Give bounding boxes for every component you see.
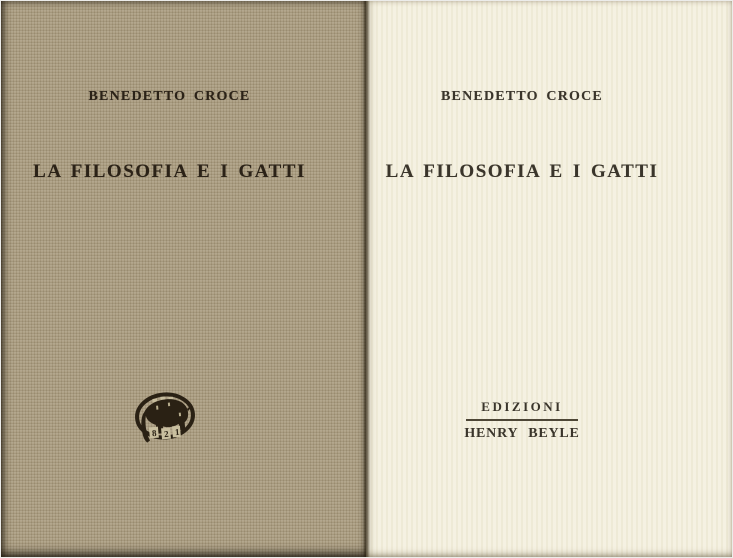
logo-number-8: 8 [151, 427, 157, 439]
logo-number-1: 1 [174, 426, 180, 438]
right-page-author: BENEDETTO CROCE [441, 89, 603, 104]
left-book-cover [1, 1, 366, 557]
imprint-publisher-name: HENRY BEYLE [464, 425, 580, 441]
right-page-title: LA FILOSOFIA E I GATTI [385, 161, 659, 182]
logo-number-2: 2 [163, 428, 169, 440]
left-cover-title: LA FILOSOFIA E I GATTI [33, 161, 306, 182]
elephant-printers-mark-icon [134, 390, 196, 446]
right-title-page [366, 1, 732, 557]
imprint-edizioni: EDIZIONI [481, 399, 563, 414]
imprint-rule [466, 419, 578, 421]
publisher-imprint [339, 399, 705, 442]
left-cover-content [0, 1, 352, 557]
left-cover-author: BENEDETTO CROCE [88, 89, 251, 104]
right-page-content [339, 1, 705, 557]
